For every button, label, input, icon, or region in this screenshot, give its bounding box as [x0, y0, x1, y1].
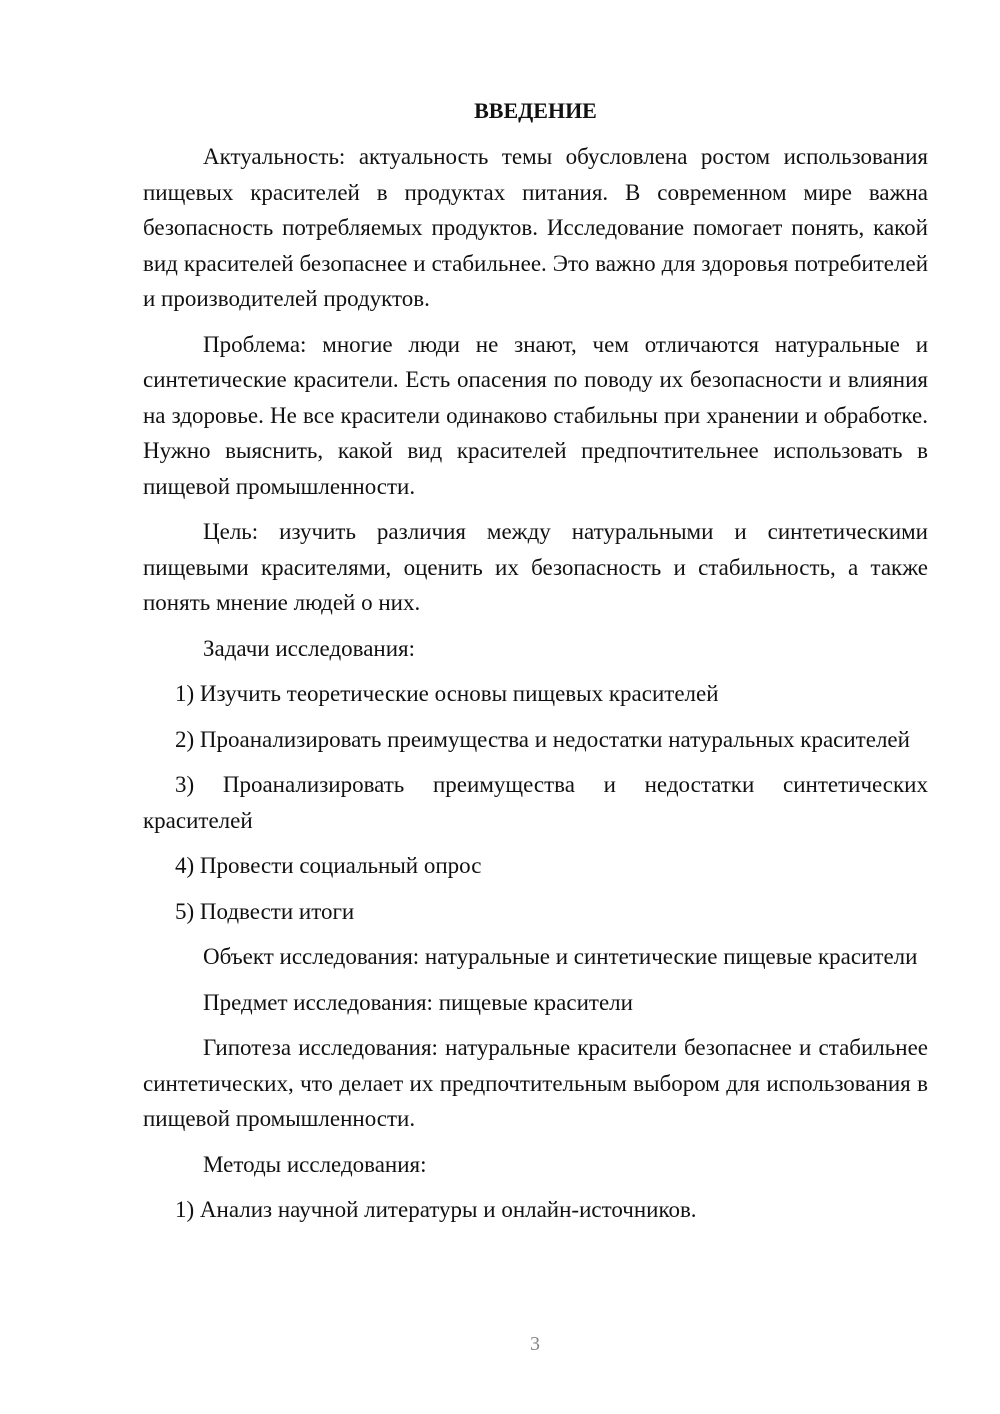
task-item-4: 4) Провести социальный опрос: [175, 853, 482, 878]
task-item-3: 3) Проанализировать преимущества и недостатки синтетических красителей: [143, 772, 928, 833]
task-item-5: 5) Подвести итоги: [175, 898, 355, 924]
section-title: ВВЕДЕНИЕ: [474, 98, 597, 123]
subject-paragraph: Предмет исследования: пищевые красители: [203, 989, 633, 1015]
task-item-2: 2) Проанализировать преимущества и недостатки натуральных красителей: [175, 726, 910, 752]
relevance-paragraph: Актуальность: актуальность темы обусловлена ростом использования пищевых красителей в продуктах питания. В современном мире важна безопасность потребляемых продуктов. Исследование помогает понять, какой вид красителей безопаснее и стабильнее. Это важно для здоровья потребителей и производителей продуктов.: [143, 144, 928, 311]
goal-paragraph: Цель: изучить различия между натуральными и синтетическими пищевыми красителями, оценить их безопасность и стабильность, а также понять мнение людей о них.: [143, 519, 928, 615]
methods-heading: Методы исследования:: [203, 1151, 427, 1177]
tasks-heading: Задачи исследования:: [203, 635, 416, 661]
problem-paragraph: Проблема: многие люди не знают, чем отличаются натуральные и синтетические красители. Есть опасения по поводу их безопасности и влияния на здоровье. Не все красители одинаково стабильны при хранении и обработке. Нужно выяснить, какой вид красителей предпочтительнее использовать в пищевой промышленности.: [143, 331, 928, 499]
task-item-1: 1) Изучить теоретические основы пищевых красителей: [175, 681, 719, 706]
method-item-1: 1) Анализ научной литературы и онлайн-источников.: [175, 1197, 697, 1222]
hypothesis-paragraph: Гипотеза исследования: натуральные красители безопаснее и стабильнее синтетических, что делает их предпочтительным выбором для использования в пищевой промышленности.: [143, 1035, 928, 1131]
page-number: 3: [530, 1333, 540, 1355]
document-page: [143, 95, 928, 1238]
object-paragraph: Объект исследования: натуральные и синтетические пищевые красители: [203, 944, 918, 969]
